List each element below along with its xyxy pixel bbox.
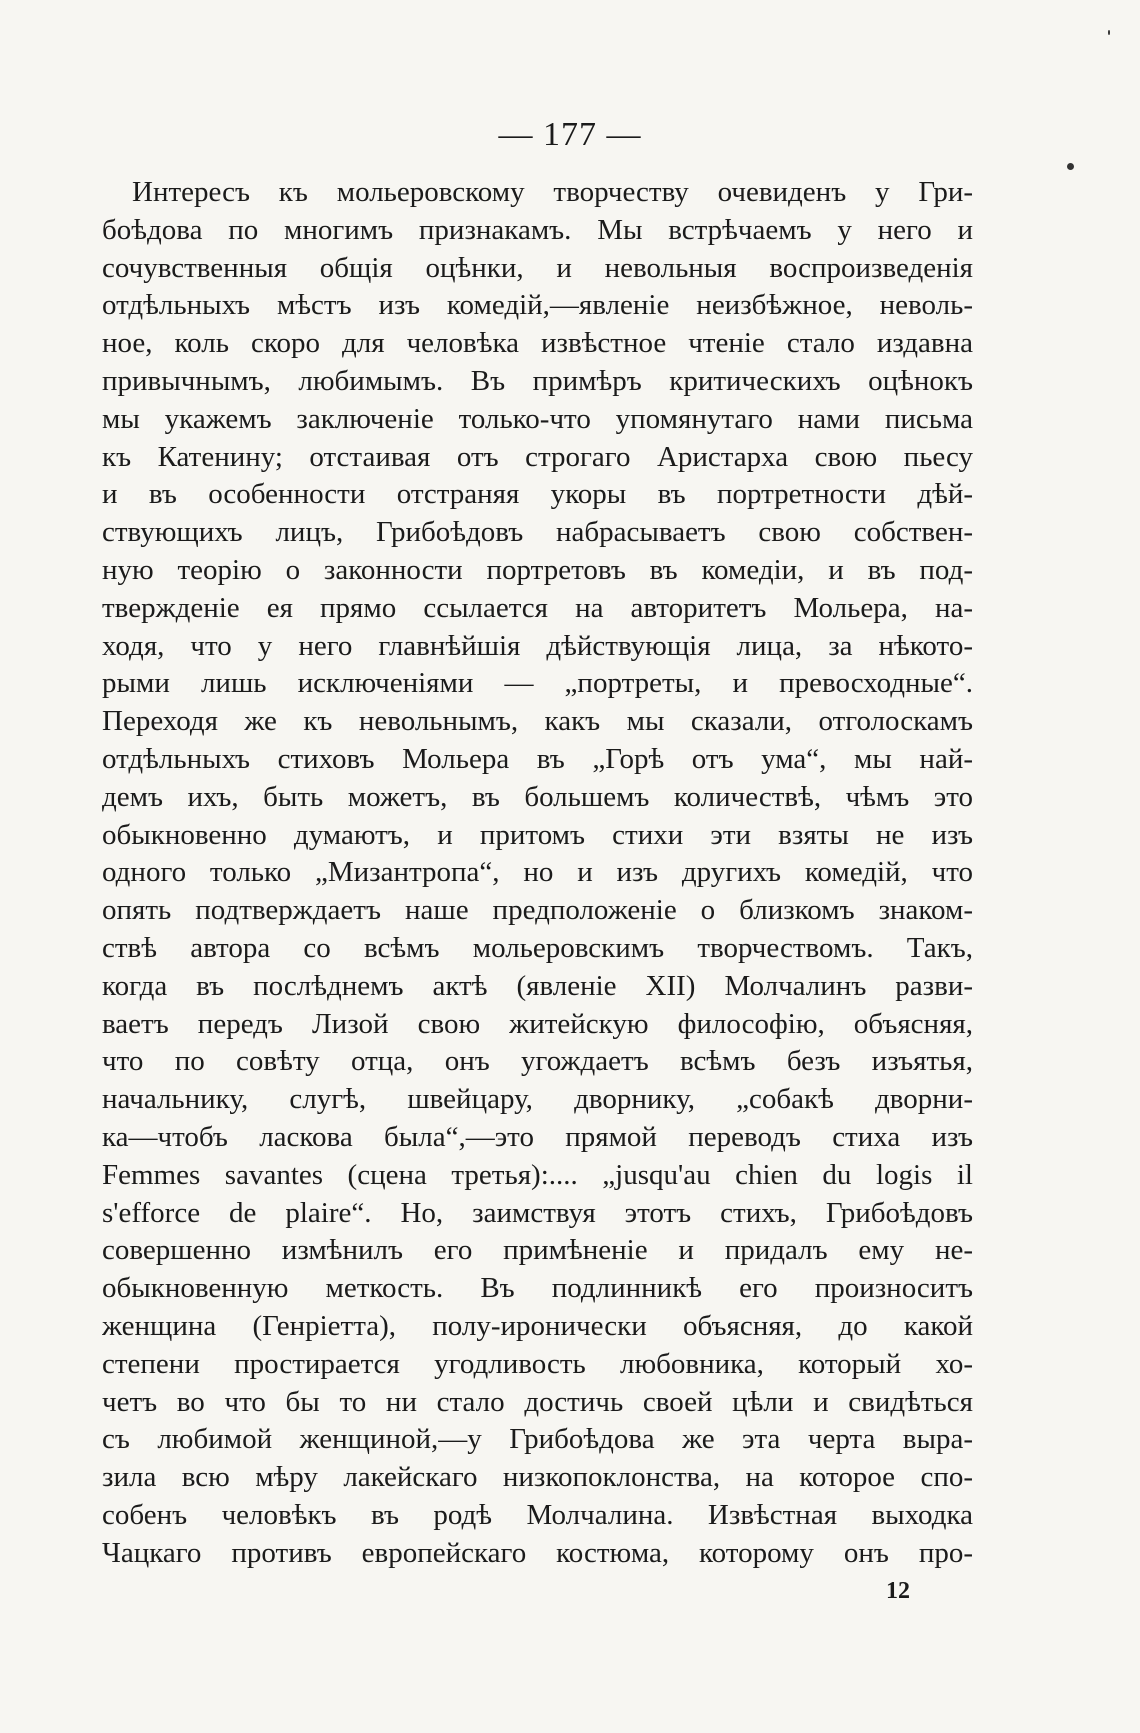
- text-line: къ Катенину; отстаивая отъ строгаго Аристарха свою пьесу: [102, 440, 973, 473]
- text-line: степени простирается угодливость любовника, который хо-: [102, 1347, 973, 1380]
- text-line: Чацкаго противъ европейскаго костюма, которому онъ про-: [102, 1536, 973, 1569]
- text-line: ваетъ передъ Лизой свою житейскую философію, объясняя,: [102, 1007, 973, 1040]
- text-line: и въ особенности отстраняя укоры въ портретности дѣй-: [102, 478, 973, 511]
- text-line: когда въ послѣднемъ актѣ (явленіе XII) Молчалинъ разви-: [102, 969, 973, 1002]
- text-line: боѣдова по многимъ признакамъ. Мы встрѣчаемъ у него и: [102, 213, 973, 246]
- text-line: зила всю мѣру лакейскаго низкопоклонства, на которое спо-: [102, 1461, 973, 1494]
- text-line: опять подтверждаетъ наше предположеніе о близкомъ знаком-: [102, 894, 973, 927]
- text-line: ствѣ автора со всѣмъ мольеровскимъ творчествомъ. Такъ,: [102, 931, 973, 964]
- text-line: начальнику, слугѣ, швейцару, дворнику, „собакѣ дворни-: [102, 1083, 973, 1116]
- text-line: что по совѣту отца, онъ угождаетъ всѣмъ безъ изъятья,: [102, 1045, 973, 1078]
- text-line: s'efforce de plaire“. Но, заимствуя этотъ стихъ, Грибоѣдовъ: [102, 1196, 973, 1229]
- signature-mark: 12: [886, 1578, 910, 1604]
- text-line: Интересъ къ мольеровскому творчеству очевиденъ у Гри-: [132, 176, 973, 208]
- text-line: Переходя же къ невольнымъ, какъ мы сказали, отголоскамъ: [102, 705, 973, 738]
- text-line: ную теорію о законности портретовъ въ комедіи, и въ под-: [102, 553, 973, 586]
- text-line: ствующихъ лицъ, Грибоѣдовъ набрасываетъ свою собствен-: [102, 516, 973, 549]
- text-line: твержденіе ея прямо ссылается на авторитетъ Мольера, на-: [102, 591, 973, 624]
- text-line: собенъ человѣкъ въ родѣ Молчалина. Извѣстная выходка: [102, 1498, 973, 1531]
- text-line: мы укажемъ заключеніе только-что упомянутаго нами письма: [102, 402, 973, 435]
- body-text: [102, 174, 973, 1572]
- text-line: привычнымъ, любимымъ. Въ примѣръ критическихъ оцѣнокъ: [102, 364, 973, 397]
- page-number: — 177 —: [498, 116, 642, 153]
- text-line: четъ во что бы то ни стало достичь своей цѣли и свидѣться: [102, 1385, 973, 1418]
- print-speck: [1108, 30, 1110, 35]
- text-line: ходя, что у него главнѣйшія дѣйствующія лица, за нѣкото-: [102, 629, 973, 662]
- print-speck: [1067, 163, 1074, 170]
- text-line: рыми лишь исключеніями — „портреты, и превосходные“.: [102, 667, 973, 700]
- text-line: демъ ихъ, быть можетъ, въ большемъ количествѣ, чѣмъ это: [102, 780, 973, 813]
- text-line: одного только „Мизантропа“, но и изъ другихъ комедій, что: [102, 856, 973, 889]
- text-line: отдѣльныхъ стиховъ Мольера въ „Горѣ отъ ума“, мы най-: [102, 742, 973, 775]
- text-line: сочувственныя общія оцѣнки, и невольныя воспроизведенія: [102, 251, 973, 284]
- text-line: съ любимой женщиной,—у Грибоѣдова же эта черта выра-: [102, 1423, 973, 1456]
- text-line: Femmes savantes (сцена третья):.... „jusqu'au chien du logis il: [102, 1158, 973, 1191]
- text-line: отдѣльныхъ мѣстъ изъ комедій,—явленіе неизбѣжное, неволь-: [102, 289, 973, 322]
- text-line: совершенно измѣнилъ его примѣненіе и придалъ ему не-: [102, 1234, 973, 1267]
- text-line: обыкновенно думаютъ, и притомъ стихи эти взяты не изъ: [102, 818, 973, 851]
- text-line: обыкновенную меткость. Въ подлинникѣ его произноситъ: [102, 1272, 973, 1305]
- text-line: ное, коль скоро для человѣка извѣстное чтеніе стало издавна: [102, 327, 973, 360]
- text-line: женщина (Генріетта), полу-иронически объясняя, до какой: [102, 1309, 973, 1342]
- text-line: ка—чтобъ ласкова была“,—это прямой переводъ стиха изъ: [102, 1120, 973, 1153]
